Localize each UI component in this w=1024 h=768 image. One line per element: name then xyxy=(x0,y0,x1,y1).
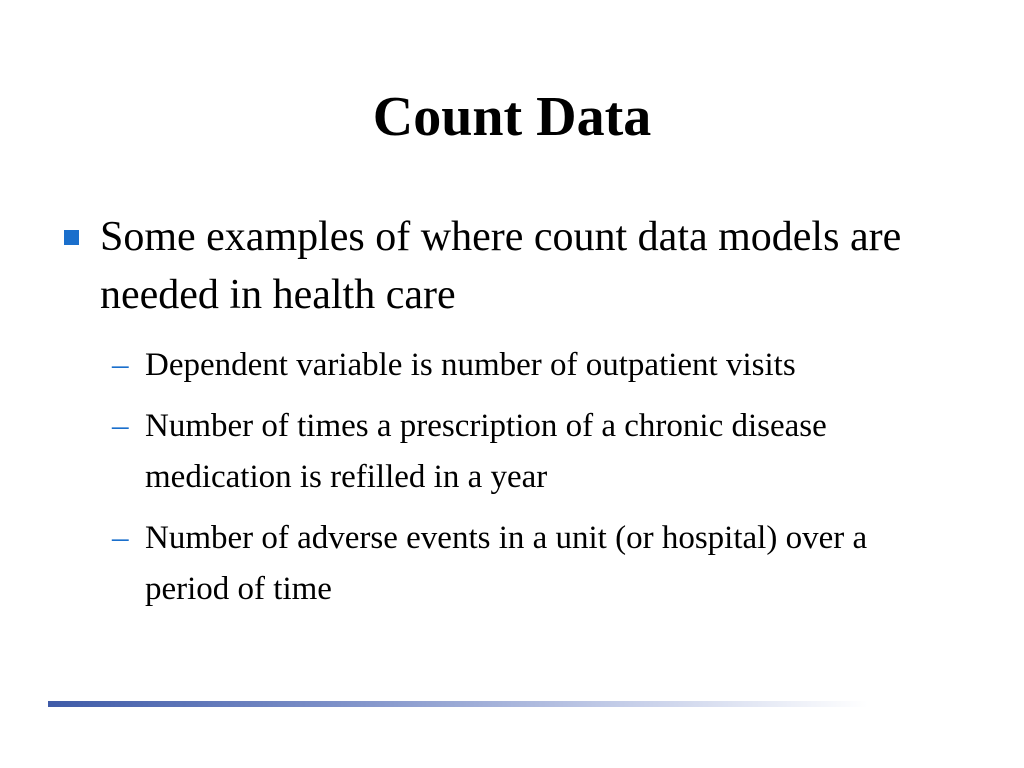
sub-bullet-item xyxy=(112,340,912,391)
sub-bullet-item xyxy=(112,513,912,615)
slide-title: Count Data xyxy=(372,86,652,148)
sub-bullet-item xyxy=(112,401,912,503)
dash-bullet-icon: – xyxy=(112,520,129,556)
square-bullet-icon xyxy=(64,230,79,245)
sub-bullet-text: Number of adverse events in a unit (or hospital) over a period of time xyxy=(145,520,868,607)
sub-bullet-text: Dependent variable is number of outpatient visits xyxy=(145,347,796,383)
bullet-item xyxy=(60,208,910,324)
sub-bullet-list xyxy=(112,340,912,625)
sub-bullet-text: Number of times a prescription of a chronic disease medication is refilled in a year xyxy=(145,408,827,495)
bullet-text: Some examples of where count data models are needed in health care xyxy=(100,214,902,318)
dash-bullet-icon: – xyxy=(112,408,129,444)
footer-gradient-divider xyxy=(48,701,868,707)
dash-bullet-icon: – xyxy=(112,347,129,383)
